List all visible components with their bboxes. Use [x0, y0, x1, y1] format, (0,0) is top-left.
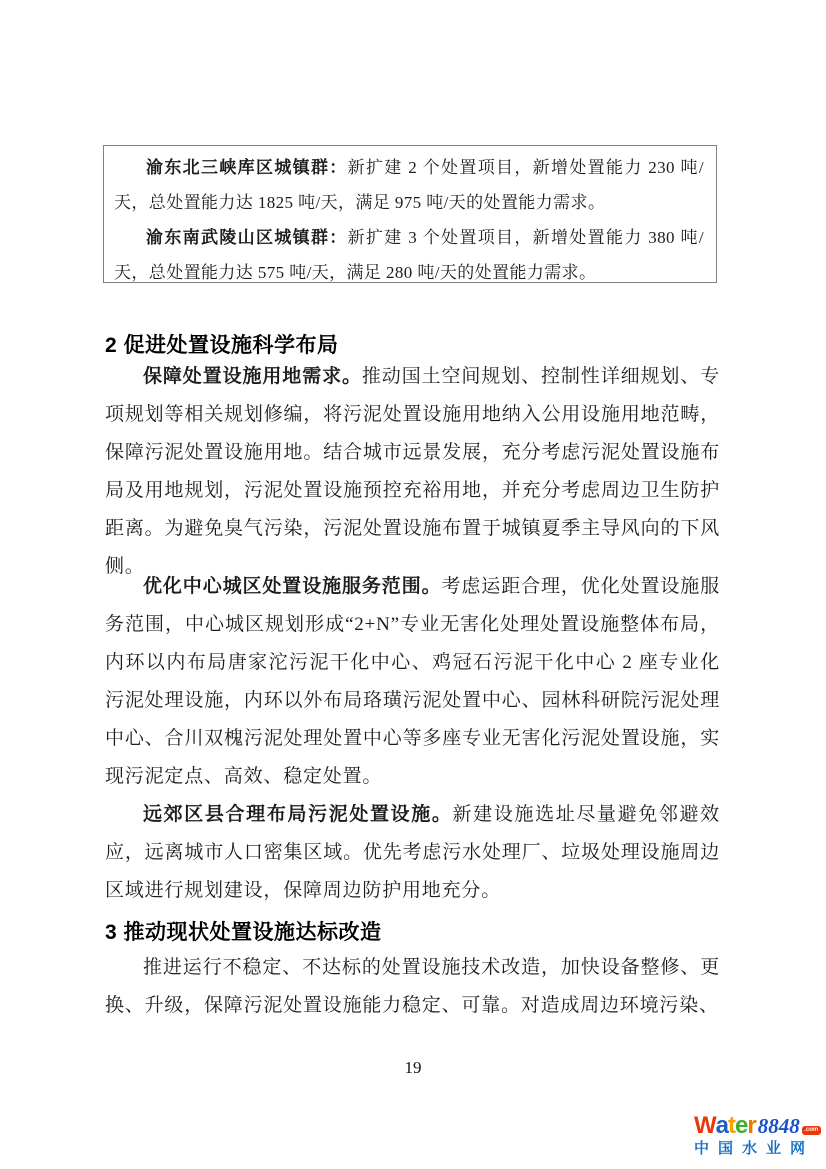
brand-letter: e [735, 1112, 748, 1139]
paragraph-lead: 优化中心城区处置设施服务范围。 [143, 576, 442, 597]
callout-paragraph [114, 220, 704, 290]
brand-number: 8848 [757, 1114, 800, 1138]
callout-box [103, 145, 717, 283]
paragraph-text: 推动国土空间规划、控制性详细规划、专项规划等相关规划修编，将污泥处置设施用地纳入公用设施用地范畴，保障污泥处置设施用地。结合城市远景发展，充分考虑污泥处置设施布局及用地规划，污泥处置设施预控充裕用地，并充分考虑周边卫生防护距离。为避免臭气污染，污泥处置设施布置于城镇夏季主导风向的下风侧。 [105, 366, 720, 577]
paragraph-text: 考虑运距合理，优化处置设施服务范围，中心城区规划形成“2+N”专业无害化处理处置设施整体布局，内环以内布局唐家沱污泥干化中心、鸡冠石污泥干化中心 2 座专业化污泥处理设施，内环以外布局珞璜污泥处置中心、园林科研院污泥处理中心、合川双槐污泥处理处置中心等多座专业无害化污泥处置设施，实现污泥定点、高效、稳定处置。 [105, 576, 720, 787]
water8848-logo [694, 1114, 822, 1158]
logo-brand-row [694, 1114, 822, 1138]
brand-letter: t [728, 1112, 736, 1139]
body-paragraph [105, 568, 720, 796]
paragraph-text: 新建设施选址尽量避免邻避效应，远离城市人口密集区域。优先考虑污水处理厂、垃圾处理设施周边区域进行规划建设，保障周边防护用地充分。 [105, 804, 720, 901]
logo-tagline: 中国水业网 [694, 1140, 815, 1157]
callout-paragraph [114, 150, 704, 220]
domain-suffix-badge: .com [802, 1126, 821, 1135]
section-heading-3: 3 推动现状处置设施达标改造 [105, 921, 382, 944]
body-paragraph [105, 796, 720, 910]
section-heading-2: 2 促进处置设施科学布局 [105, 334, 339, 357]
body-paragraph [105, 358, 720, 586]
paragraph-text: 新扩建 2 个处置项目，新增处置能力 230 吨/天，总处置能力达 1825 吨/天，满足 975 吨/天的处置能力需求。 [114, 158, 704, 212]
brand-letter: a [715, 1112, 729, 1139]
paragraph-lead: 远郊区县合理布局污泥处置设施。 [143, 804, 453, 825]
paragraph-lead: 渝东北三峡库区城镇群： [146, 158, 348, 177]
brand-letter: W [694, 1112, 716, 1139]
brand-letter: r [747, 1112, 756, 1139]
page-number: 19 [404, 1058, 422, 1077]
paragraph-lead: 渝东南武陵山区城镇群： [146, 228, 348, 247]
paragraph-text: 推进运行不稳定、不达标的处置设施技术改造，加快设备整修、更换、升级，保障污泥处置设施能力稳定、可靠。对造成周边环境污染、 [105, 957, 720, 1016]
paragraph-text: 新扩建 3 个处置项目，新增处置能力 380 吨/天，总处置能力达 575 吨/天，满足 280 吨/天的处置能力需求。 [114, 228, 704, 282]
paragraph-lead: 保障处置设施用地需求。 [143, 366, 362, 387]
body-paragraph [105, 949, 720, 1025]
